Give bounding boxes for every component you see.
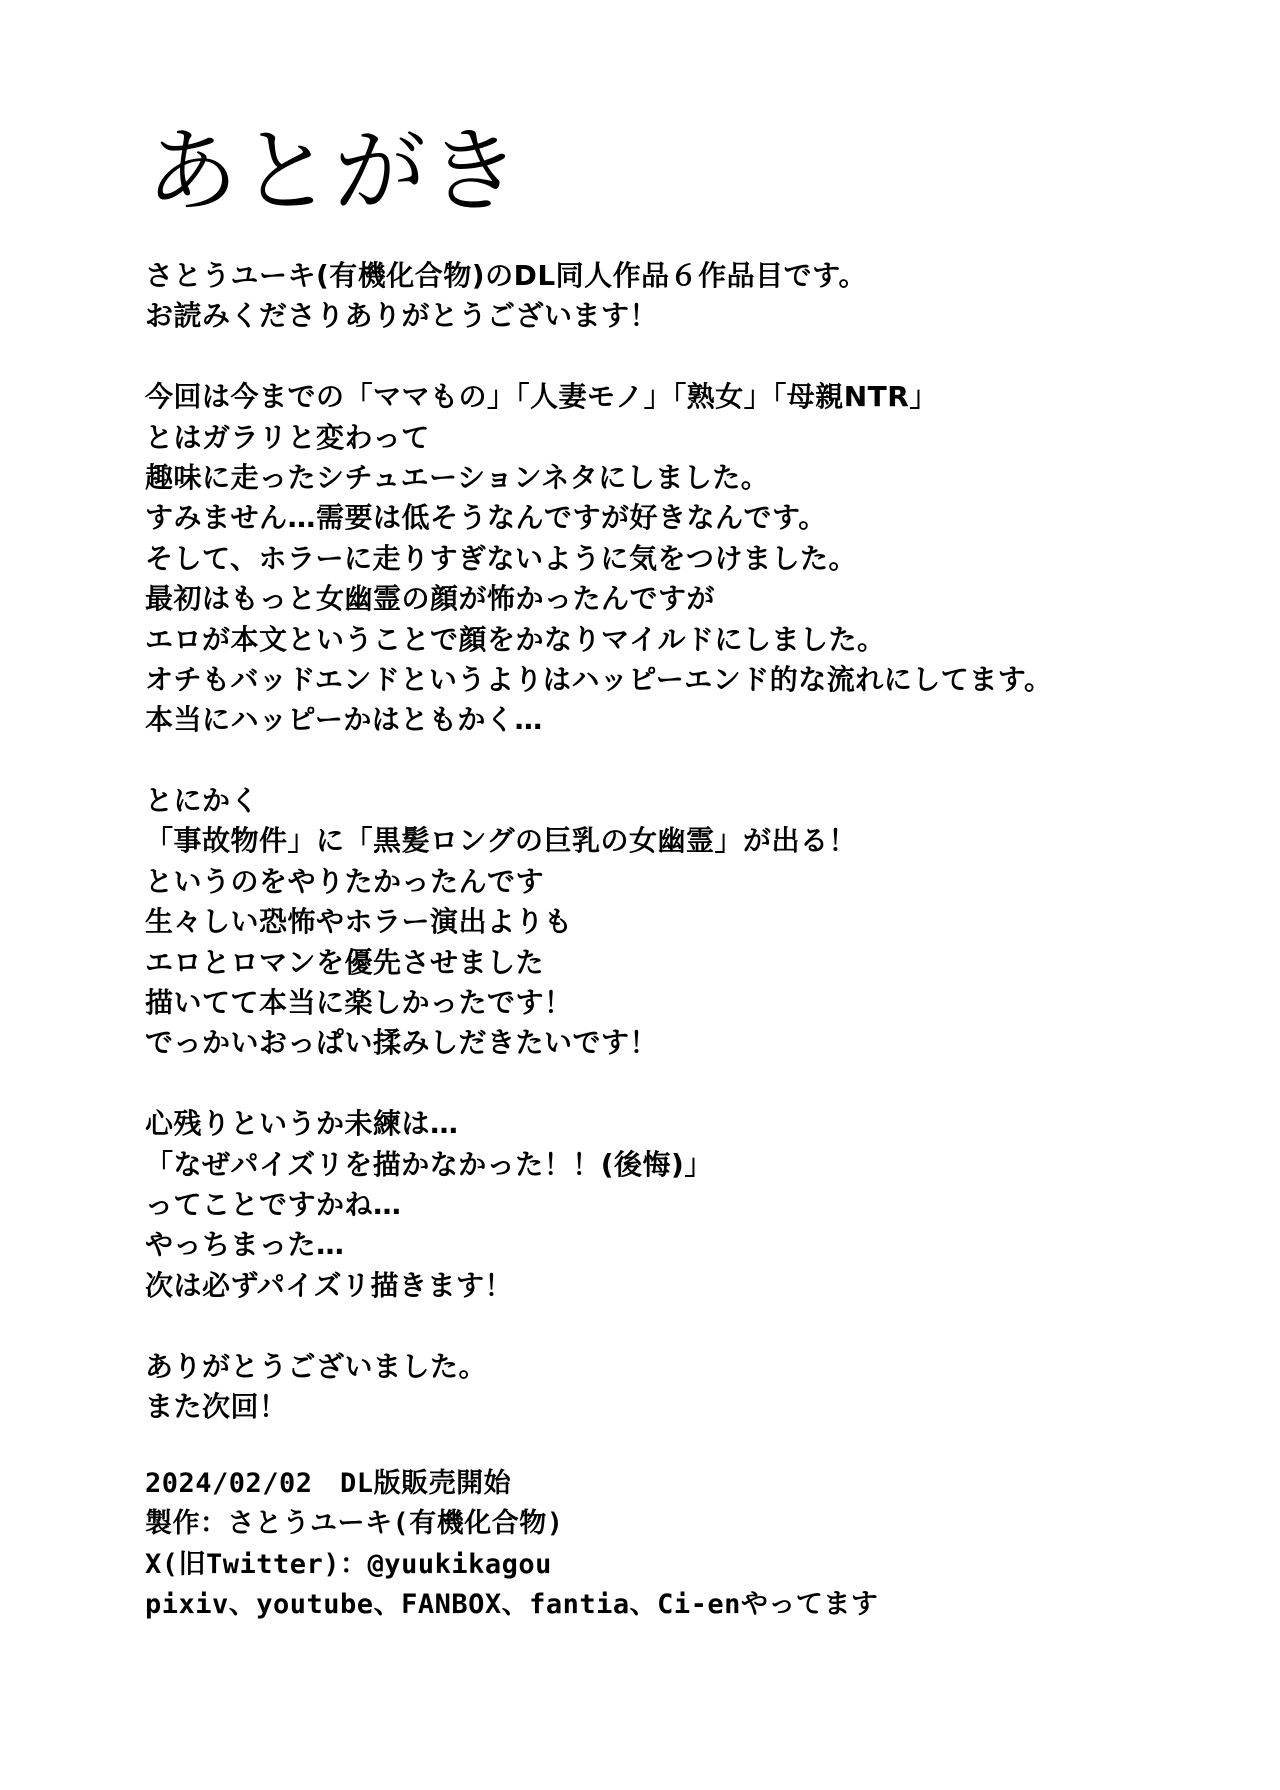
page-title: あとがき [146,118,523,225]
text-line: ありがとうございました。 [145,1349,488,1383]
text-line: 生々しい恐怖やホラー演出よりも [145,905,573,939]
text-line: オチもバッドエンドというよりはハッピーエンド的な流れにしてます。 [145,662,1053,696]
author-line: 製作：さとうユーキ(有機化合物) [145,1508,564,1540]
text-line: すみません…需要は低そうなんですが好きなんです。 [145,501,827,535]
platforms-line: pixiv、youtube、FANBOX、fantia、Ci-enやってます [145,1589,879,1621]
paragraph-gap [145,1306,1225,1346]
text-line: というのをやりたかったんです [145,864,545,898]
text-line: 最初はもっと女幽霊の顔が怖かったんですが [145,582,716,616]
text-line: エロが本文ということで顔をかなりマイルドにしました。 [145,622,886,656]
text-line: そして、ホラーに走りすぎないように気をつけました。 [145,541,857,575]
text-line: また次回！ [145,1389,288,1423]
text-line: 趣味に走ったシチュエーションネタにしました。 [145,460,770,494]
text-line: とにかく [145,784,260,818]
text-line: さとうユーキ(有機化合物)のDL同人作品６作品目です。 [145,259,867,292]
text-line: 「事故物件」に「黒髪ロングの巨乳の女幽霊」が出る！ [145,824,857,858]
text-line: 本当にハッピーかはともかく… [145,703,543,737]
paragraph-gap [145,741,1225,781]
text-line: ってことですかね… [145,1187,402,1221]
text-line: 「なぜパイズリを描かなかった！！(後悔)」 [145,1147,713,1181]
release-date-line: 2024/02/02 DL版販売開始 [145,1468,512,1499]
text-line: 今回は今までの「ママもの」「人妻モノ」「熟女」「母親NTR」 [145,380,938,414]
text-line: 描いてて本当に楽しかったです！ [145,986,573,1020]
paragraph-gap [145,1064,1225,1104]
text-line: とはガラリと変わって [145,420,430,454]
afterword-body [145,256,1225,1427]
credits-block [145,1464,1225,1626]
paragraph-gap [145,337,1225,377]
text-line: お読みくださりありがとうございます！ [145,299,659,333]
text-line: でっかいおっぱい揉みしだきたいです！ [145,1026,659,1060]
text-line: やっちまった… [145,1228,345,1262]
text-line: 次は必ずパイズリ描きます！ [145,1268,513,1302]
text-line: エロとロマンを優先させました [145,945,545,979]
text-line: 心残りというか未練は… [145,1107,459,1141]
twitter-line: X(旧Twitter)：@yuukikagou [145,1548,552,1580]
